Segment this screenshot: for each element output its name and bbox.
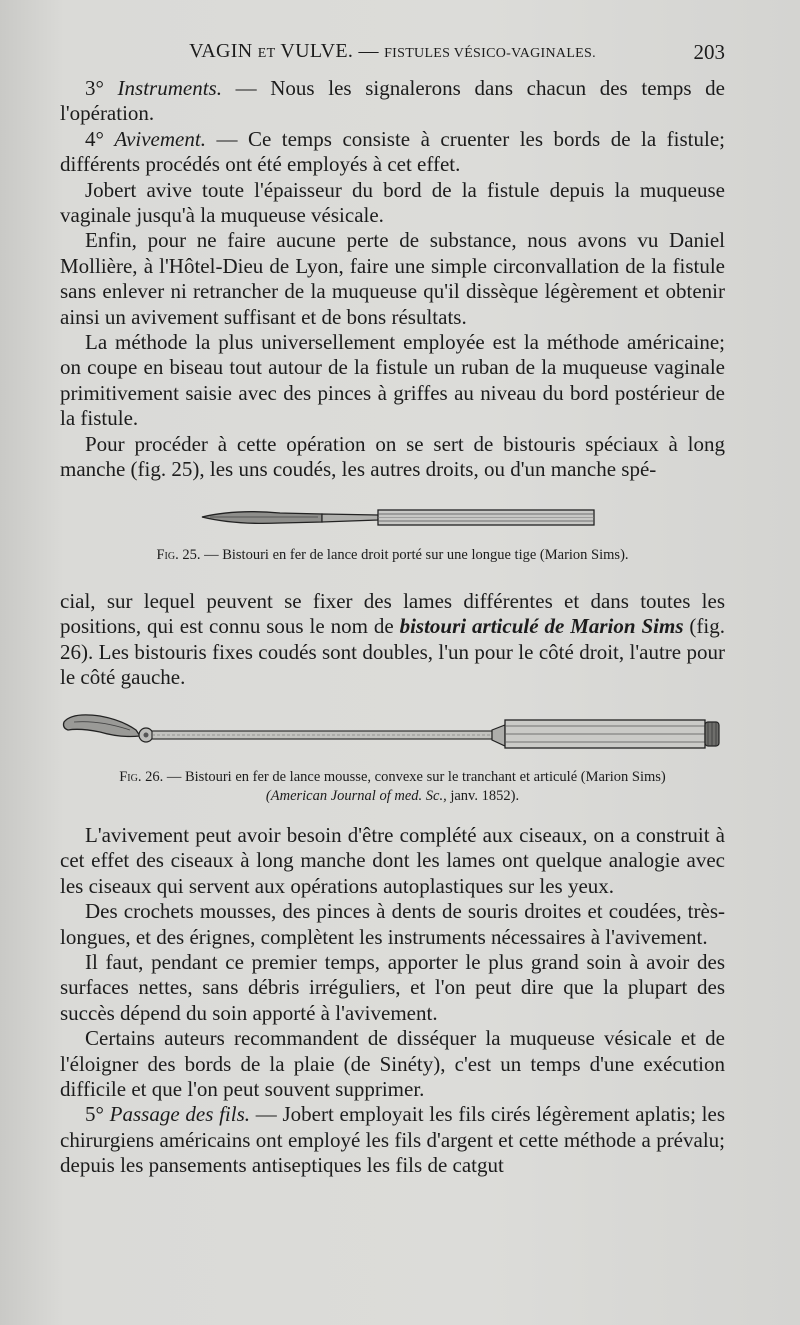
figure-label: Fig. 25. [156,547,201,563]
caption-source [60,787,725,806]
paragraph [60,1102,725,1178]
section-heading: Instruments. [117,76,222,100]
figure-label: Fig. 26. [119,769,164,785]
paragraph [60,589,725,691]
header-subtitle: FISTULES VÉSICO-VAGINALES. [384,46,596,61]
text-block-bottom [60,823,725,1179]
scalpel-articulated-illustration [60,708,725,756]
source-title: (American Journal of med. Sc., [265,788,447,804]
paragraph: L'avivement peut avoir besoin d'être complété aux ciseaux, on a construit à cet effet des ciseaux à long manche dont les lames ont quelque analogie avec les ciseaux qui servent aux opérations autoplastiques sur les yeux. [60,823,725,898]
paragraph-text: cial, sur lequel peuvent se fixer des lames différentes et dans toutes les positions, qui est connu sous le nom de [60,589,725,639]
header-word-vulve: VULVE. — [280,40,379,62]
section-heading: Passage des fils. [109,1102,251,1127]
numeral: 4° [85,126,115,151]
text-block-middle [60,589,725,691]
caption-line [60,768,725,787]
running-header [60,40,725,70]
section-heading: Avivement. [114,126,206,151]
paragraph-text: — Nous les signalerons dans chacun des temps de l'opération. [60,76,725,126]
numeral: 3° [85,76,118,100]
paragraph: Certains auteurs recommandent de disséquer la muqueuse vésicale et de l'éloigner des bords de la plaie (de Sinéty), c'est un temps d'une exécution difficile et que l'on peut souvent supprimer. [60,1026,725,1102]
running-title [60,40,725,63]
paragraph-text: — Ce temps consiste à cruenter les bords de la fistule; différents procédés ont été employés à cet effet. [60,126,725,177]
paragraph: Des crochets mousses, des pinces à dents de souris droites et coudées, très-longues, et des érignes, complètent les instruments nécessaires à l'avivement. [60,899,725,949]
scalpel-straight-illustration [60,500,725,536]
paragraph [60,127,725,178]
caption-text: — Bistouri en fer de lance droit porté sur une longue tige (Marion Sims). [200,547,629,563]
figure-25 [60,500,725,565]
paragraph: Enfin, pour ne faire aucune perte de substance, nous avons vu Daniel Mollière, à l'Hôtel-Dieu de Lyon, faire une simple circonvallation de la fistule sans enlever ni retrancher de la muqueuse qu'il dissèque légèrement et obtenir ainsi un avivement suffisant et de bons résultats. [60,228,725,329]
text-block-top [60,76,725,483]
paragraph [60,76,725,127]
paragraph-text: — Jobert employait les fils cirés légèrement aplatis; les chirurgiens américains ont employé les fils d'argent et cette méthode a prévalu; depuis les pansements antiseptiques les fils de catgut [60,1102,725,1178]
figure-26-caption [60,768,725,806]
paragraph: Pour procéder à cette opération on se sert de bistouris spéciaux à long manche (fig. 25), les uns coudés, les autres droits, ou d'un manche spé- [60,431,725,482]
paragraph: La méthode la plus universellement employée est la méthode américaine; on coupe en biseau tout autour de la fistule un ruban de la muqueuse vaginale primitivement saisie avec des pinces à griffes au niveau du bord postérieur de la fistule. [60,330,725,431]
header-word-et: ET [257,46,276,61]
header-word-vagin: VAGIN [189,40,253,62]
numeral: 5° [85,1102,110,1127]
instrument-name: bistouri articulé de Marion Sims [399,614,684,639]
figure-26 [60,708,725,806]
page-number: 203 [693,40,725,64]
paragraph-text: (fig. 26). Les bistouris fixes coudés sont doubles, l'un pour le côté droit, l'autre pour le côté gauche. [60,614,725,690]
caption-text: — Bistouri en fer de lance mousse, convexe sur le tranchant et articulé (Marion Sims) [163,769,666,785]
paragraph: Il faut, pendant ce premier temps, apporter le plus grand soin à avoir des surfaces nettes, sans débris irréguliers, et l'on peut dire que la plupart des succès dépend du soin apporté à l'avivement. [60,950,725,1025]
source-date: janv. 1852). [446,788,520,804]
paragraph: Jobert avive toute l'épaisseur du bord de la fistule depuis la muqueuse vaginale jusqu'à la muqueuse vésicale. [60,177,725,228]
figure-25-caption [60,546,725,565]
